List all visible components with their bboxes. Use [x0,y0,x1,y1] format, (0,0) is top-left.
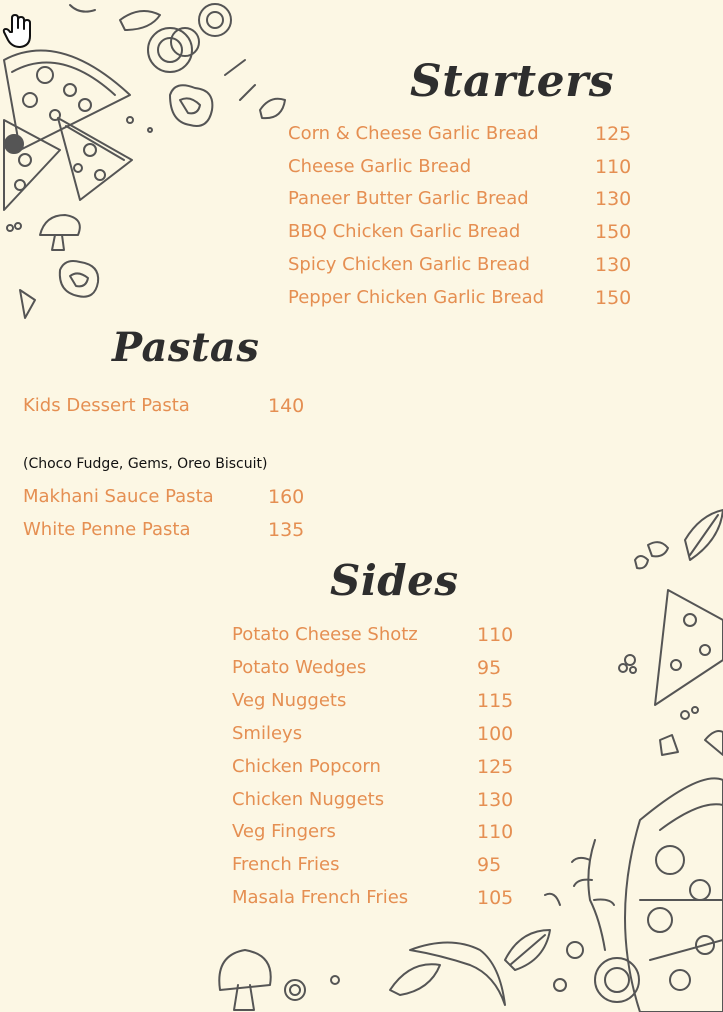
item-name: Makhani Sauce Pasta [23,486,214,507]
pasta-note: (Choco Fudge, Gems, Oreo Biscuit) [23,456,268,472]
item-price: 160 [268,486,305,508]
item-name: BBQ Chicken Garlic Bread [288,221,521,242]
menu-item [288,153,648,181]
pizza-doodle-icon [4,51,132,210]
item-name: Corn & Cheese Garlic Bread [288,123,539,144]
item-name: Masala French Fries [232,887,409,908]
item-price: 110 [595,156,632,178]
item-name: Veg Nuggets [232,690,347,711]
menu-item [232,851,532,879]
item-price: 95 [477,657,502,679]
item-name: Paneer Butter Garlic Bread [288,188,529,209]
item-price: 130 [595,188,632,210]
menu-item [232,786,532,814]
item-price: 125 [595,123,632,145]
menu-item [232,621,532,649]
item-name: Smileys [232,723,303,744]
item-name: Cheese Garlic Bread [288,156,472,177]
pepper-doodle-icon [60,85,213,297]
item-price: 150 [595,221,632,243]
item-price: 110 [477,821,514,843]
sides-list [232,621,532,921]
menu-item [23,483,323,511]
item-price: 130 [477,789,514,811]
menu-item [288,185,648,213]
starters-heading: Starters [410,56,615,107]
item-price: 115 [477,690,514,712]
item-name: Potato Cheese Shotz [232,624,418,645]
hand-cursor-icon [2,12,34,50]
chili-doodle-icon [410,943,505,1006]
item-name: White Penne Pasta [23,519,191,540]
starters-list [288,120,648,320]
item-price: 130 [595,254,632,276]
menu-item [288,120,648,148]
menu-item [288,284,648,312]
item-price: 100 [477,723,514,745]
menu-item [232,654,532,682]
menu-item [232,720,532,748]
item-name: Spicy Chicken Garlic Bread [288,254,530,275]
menu-item [23,516,323,544]
item-name: Potato Wedges [232,657,367,678]
pastas-list [23,392,323,552]
item-price: 105 [477,887,514,909]
item-name: Chicken Nuggets [232,789,385,810]
pastas-heading: Pastas [112,324,260,371]
item-name: French Fries [232,854,340,875]
item-price: 95 [477,854,502,876]
menu-item [232,753,532,781]
menu-item [232,884,532,912]
item-price: 140 [268,395,305,417]
item-name: Chicken Popcorn [232,756,381,777]
item-price: 150 [595,287,632,309]
item-name: Pepper Chicken Garlic Bread [288,287,545,308]
menu-item [232,687,532,715]
item-price: 135 [268,519,305,541]
sides-heading: Sides [330,556,459,605]
item-price: 125 [477,756,514,778]
menu-item [288,218,648,246]
menu-item [232,818,532,846]
menu-item [288,251,648,279]
item-name: Veg Fingers [232,821,336,842]
item-price: 110 [477,624,514,646]
item-name: Kids Dessert Pasta [23,395,190,416]
menu-item [23,392,323,420]
